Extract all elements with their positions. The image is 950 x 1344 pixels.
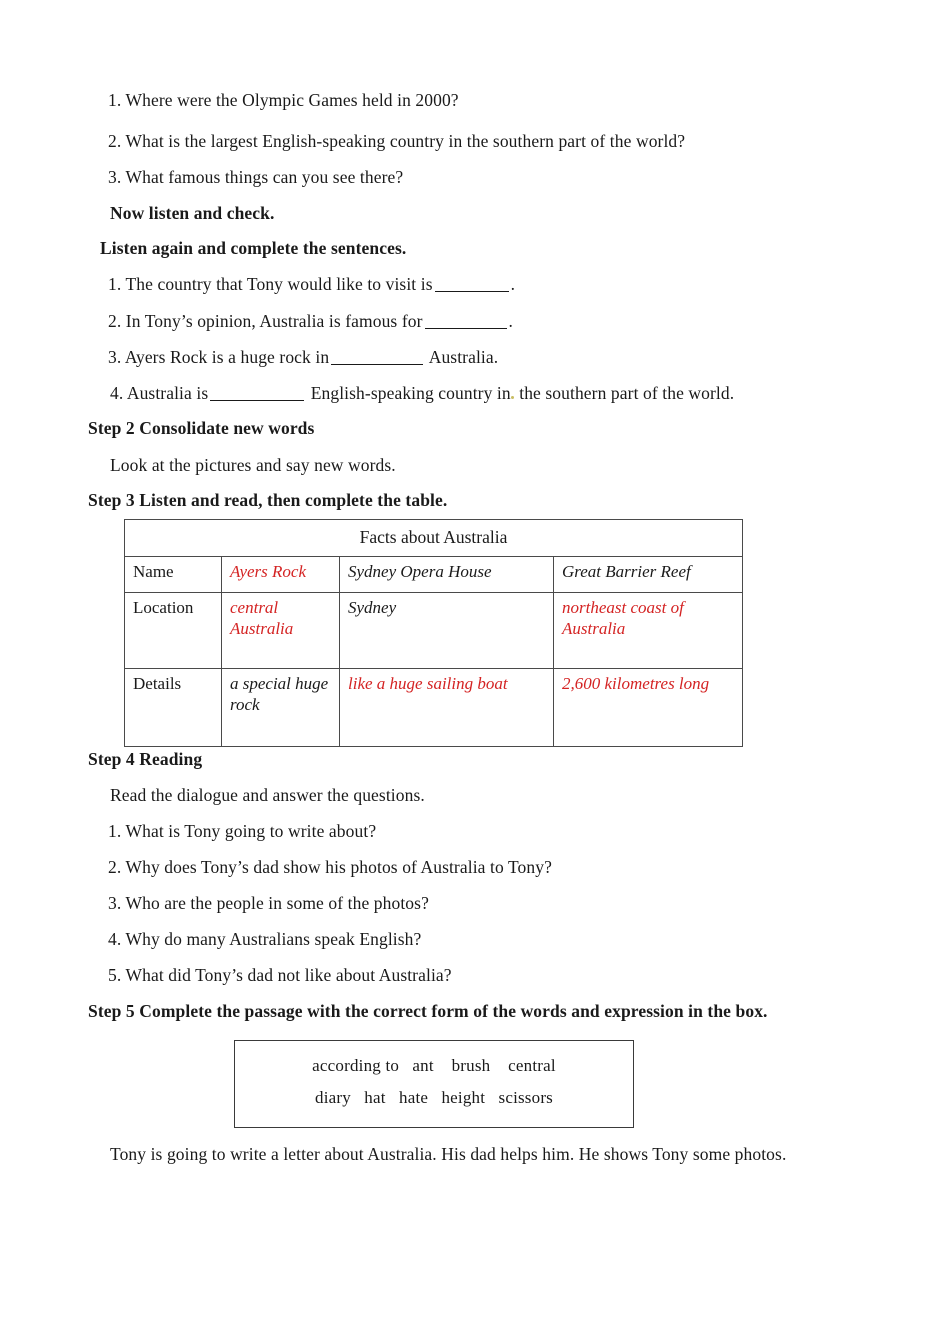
sentence-4-tail: the southern part of the world. bbox=[519, 383, 735, 403]
word-bank-row-1: according to ant brush central bbox=[312, 1056, 556, 1075]
listen-again-heading: Listen again and complete the sentences. bbox=[100, 238, 407, 258]
cell-text: Sydney Opera House bbox=[348, 562, 492, 582]
step-2-instruction: Look at the pictures and say new words. bbox=[110, 455, 396, 475]
row-label-name: Name bbox=[125, 557, 222, 593]
cell-text: northeast coast of Australia bbox=[562, 598, 684, 639]
row-label-details: Details bbox=[125, 669, 222, 747]
sentence-4-mid: English-speaking country in bbox=[310, 383, 511, 403]
cell-text: Great Barrier Reef bbox=[562, 562, 691, 582]
step-4-instruction: Read the dialogue and answer the questions. bbox=[110, 785, 425, 805]
table-row bbox=[125, 669, 743, 747]
cell-name-ayers-rock bbox=[222, 557, 340, 593]
step-3-heading: Step 3 Listen and read, then complete the table. bbox=[88, 490, 448, 510]
sentence-3-text: 3. Ayers Rock is a huge rock in bbox=[108, 347, 330, 367]
sentence-3-tail: Australia. bbox=[428, 347, 499, 367]
word-bank-row-2: diary hat hate height scissors bbox=[315, 1088, 553, 1108]
reading-question-3: 3. Who are the people in some of the photos? bbox=[108, 893, 429, 913]
cell-text: central Australia bbox=[230, 598, 294, 639]
cell-details-ayers-rock bbox=[222, 669, 340, 747]
sentence-4-text: 4. Australia is bbox=[110, 383, 209, 403]
cell-location-barrier-reef bbox=[554, 593, 743, 669]
complete-sentence-4 bbox=[110, 383, 734, 404]
cell-location-ayers-rock bbox=[222, 593, 340, 669]
now-listen-and-check-heading: Now listen and check. bbox=[110, 203, 275, 223]
complete-sentence-1 bbox=[108, 274, 515, 295]
table-row bbox=[125, 593, 743, 669]
cell-text: like a huge sailing boat bbox=[348, 674, 508, 694]
table-caption-row bbox=[125, 520, 743, 557]
facts-about-australia-table bbox=[124, 519, 743, 747]
sentence-1-period: . bbox=[510, 274, 516, 294]
step-4-heading: Step 4 Reading bbox=[88, 749, 203, 769]
word-bank-box bbox=[234, 1040, 634, 1128]
complete-sentence-3 bbox=[108, 347, 498, 368]
step-5-passage: Tony is going to write a letter about Australia. His dad helps him. He shows Tony some photos. bbox=[110, 1144, 787, 1164]
step-2-heading: Step 2 Consolidate new words bbox=[88, 418, 315, 438]
reading-question-1: 1. What is Tony going to write about? bbox=[108, 821, 377, 841]
table-caption: Facts about Australia bbox=[125, 520, 743, 557]
warmup-question-3: 3. What famous things can you see there? bbox=[108, 167, 404, 187]
scan-artifact-dot bbox=[511, 396, 514, 399]
reading-question-5: 5. What did Tony’s dad not like about Australia? bbox=[108, 965, 452, 985]
sentence-2-period: . bbox=[508, 311, 514, 331]
table-row bbox=[125, 557, 743, 593]
sentence-2-blank[interactable] bbox=[425, 314, 507, 329]
sentence-3-blank[interactable] bbox=[331, 350, 423, 365]
cell-text: a special huge rock bbox=[230, 674, 329, 715]
warmup-question-2: 2. What is the largest English-speaking country in the southern part of the world? bbox=[108, 131, 686, 151]
cell-text: Ayers Rock bbox=[230, 562, 306, 582]
sentence-4-blank[interactable] bbox=[210, 386, 304, 401]
cell-text: Sydney bbox=[348, 598, 397, 618]
cell-location-opera-house bbox=[340, 593, 554, 669]
sentence-1-text: 1. The country that Tony would like to visit is bbox=[108, 274, 433, 294]
warmup-question-1: 1. Where were the Olympic Games held in 2000? bbox=[108, 90, 459, 110]
reading-question-2: 2. Why does Tony’s dad show his photos of Australia to Tony? bbox=[108, 857, 552, 877]
complete-sentence-2 bbox=[108, 311, 513, 332]
sentence-1-blank[interactable] bbox=[435, 277, 509, 292]
cell-name-barrier-reef bbox=[554, 557, 743, 593]
cell-name-opera-house bbox=[340, 557, 554, 593]
row-label-location: Location bbox=[125, 593, 222, 669]
cell-details-barrier-reef bbox=[554, 669, 743, 747]
reading-question-4: 4. Why do many Australians speak English? bbox=[108, 929, 422, 949]
sentence-2-text: 2. In Tony’s opinion, Australia is famous for bbox=[108, 311, 423, 331]
step-5-heading: Step 5 Complete the passage with the correct form of the words and expression in the box. bbox=[88, 1001, 768, 1021]
cell-details-opera-house bbox=[340, 669, 554, 747]
cell-text: 2,600 kilometres long bbox=[562, 674, 710, 694]
